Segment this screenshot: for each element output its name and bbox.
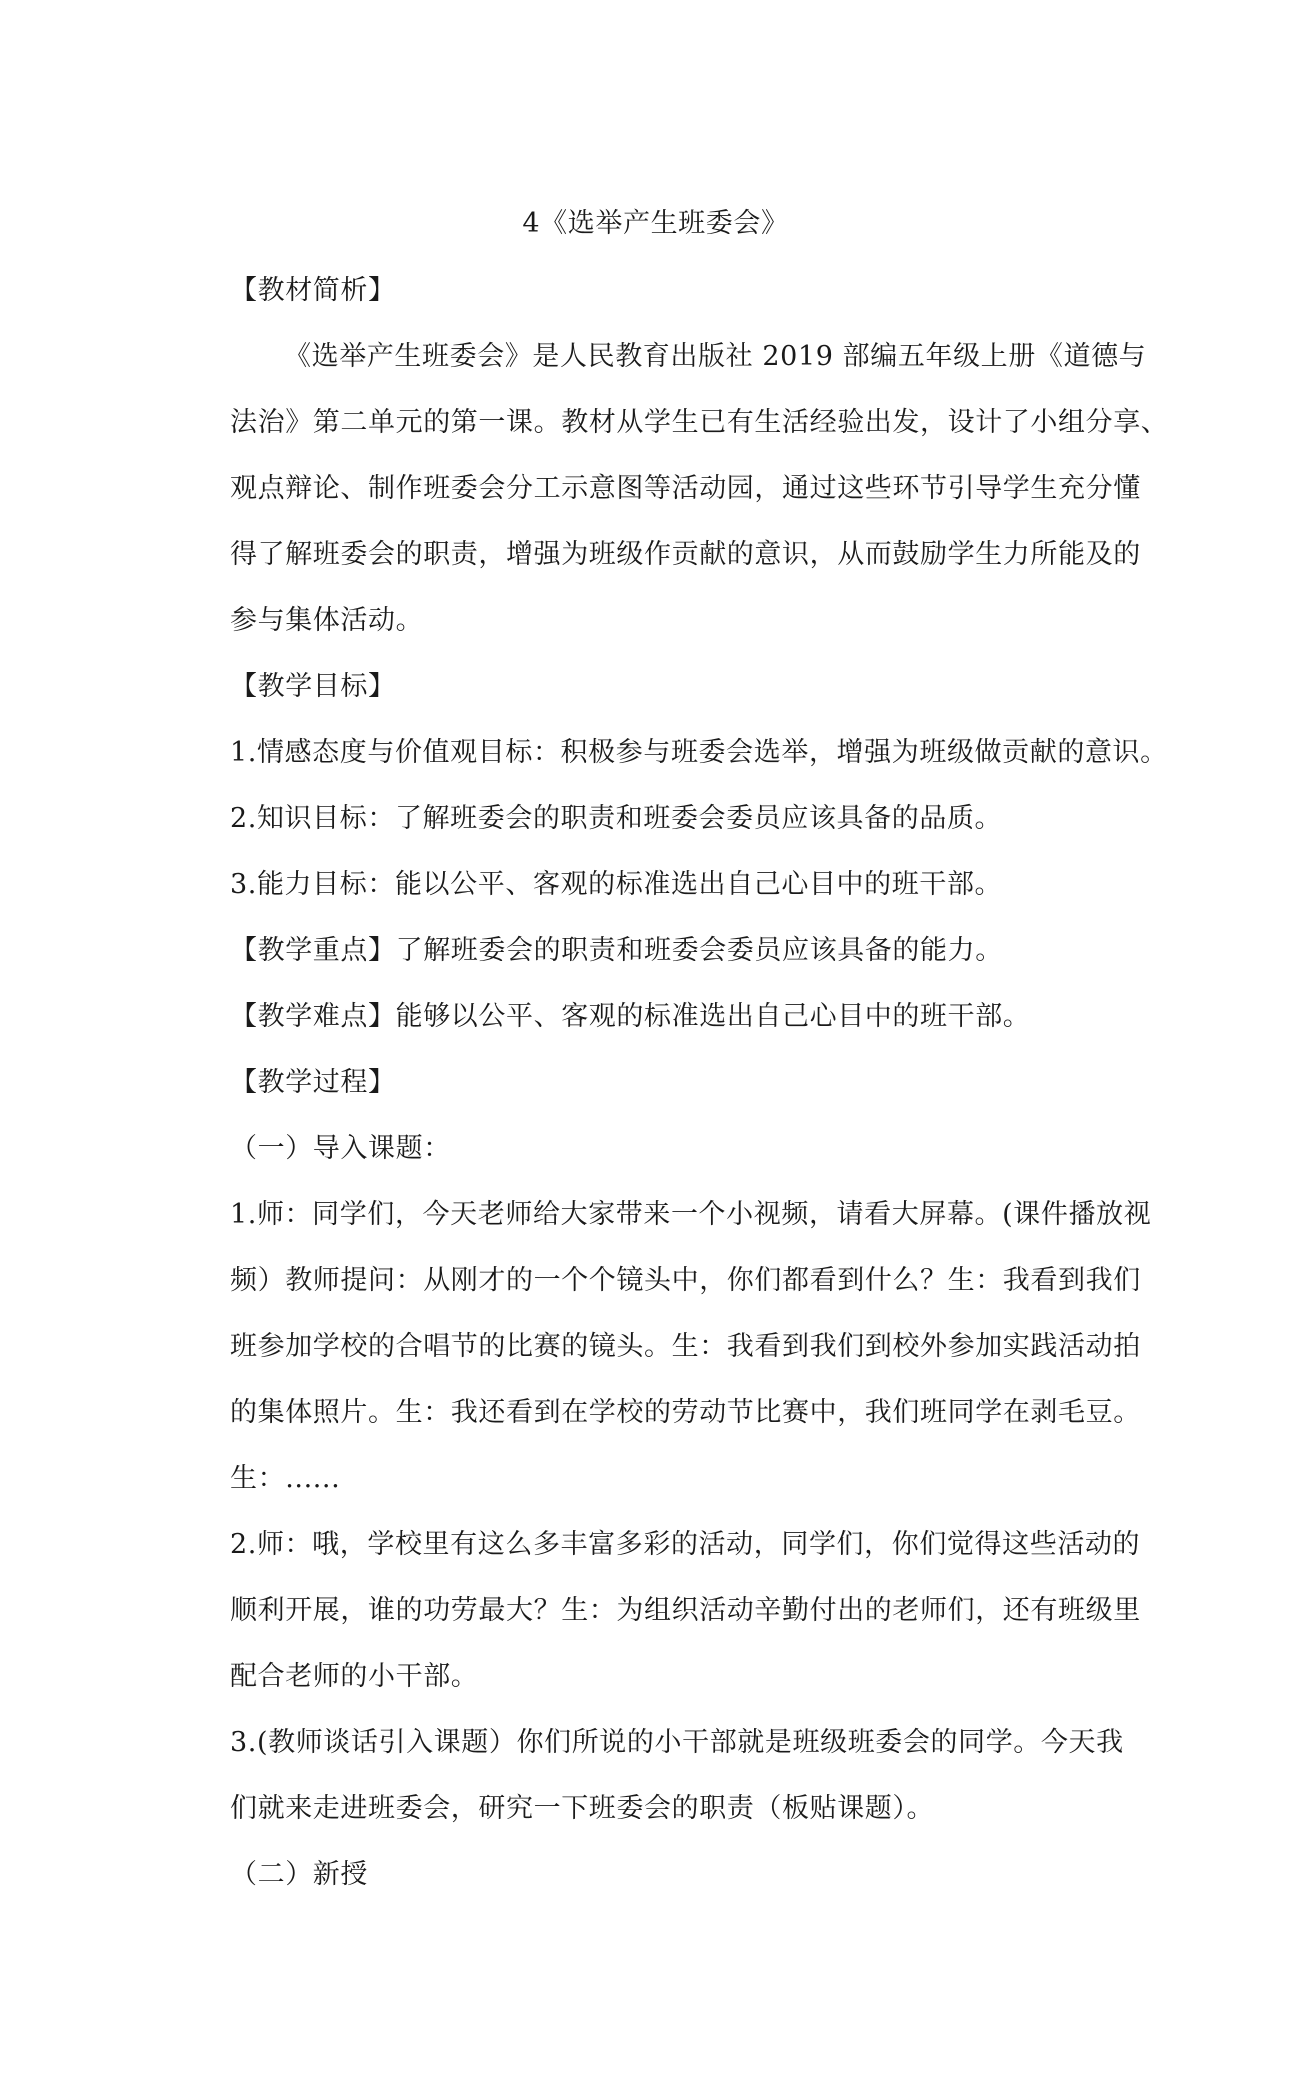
subsection-heading: （二）新授 <box>230 1859 368 1890</box>
paragraph-line: 观点辩论、制作班委会分工示意图等活动园，通过这些环节引导学生充分懂 <box>230 473 1141 504</box>
paragraph-line: 《选举产生班委会》是人民教育出版社 2019 部编五年级上册《道德与 <box>284 341 1147 372</box>
goal-item: 2.知识目标：了解班委会的职责和班委会委员应该具备的品质。 <box>230 803 1003 834</box>
paragraph-line: 2.师：哦，学校里有这么多丰富多彩的活动，同学们，你们觉得这些活动的 <box>230 1529 1141 1560</box>
paragraph-line: 班参加学校的合唱节的比赛的镜头。生：我看到我们到校外参加实践活动拍 <box>230 1331 1141 1362</box>
paragraph-line: 的集体照片。生：我还看到在学校的劳动节比赛中，我们班同学在剥毛豆。 <box>230 1397 1141 1428</box>
teaching-difficulty: 【教学难点】能够以公平、客观的标准选出自己心目中的班干部。 <box>230 1001 1031 1032</box>
document-title: 4《选举产生班委会》 <box>522 208 789 239</box>
paragraph-line: 1.师：同学们，今天老师给大家带来一个小视频，请看大屏幕。(课件播放视 <box>230 1199 1152 1230</box>
paragraph-line: 生：...... <box>230 1463 341 1494</box>
paragraph-line: 频）教师提问：从刚才的一个个镜头中，你们都看到什么？生：我看到我们 <box>230 1265 1141 1296</box>
section-heading-teaching-goals: 【教学目标】 <box>230 671 396 702</box>
subsection-heading: （一）导入课题： <box>230 1133 451 1164</box>
paragraph-line: 3.(教师谈话引入课题）你们所说的小干部就是班级班委会的同学。今天我 <box>230 1727 1124 1758</box>
paragraph-line: 配合老师的小干部。 <box>230 1661 479 1692</box>
paragraph-line: 顺利开展，谁的功劳最大？生：为组织活动辛勤付出的老师们，还有班级里 <box>230 1595 1141 1626</box>
section-heading-textbook-analysis: 【教材简析】 <box>230 275 396 306</box>
goal-item: 3.能力目标：能以公平、客观的标准选出自己心目中的班干部。 <box>230 869 1003 900</box>
paragraph-line: 法治》第二单元的第一课。教材从学生已有生活经验出发，设计了小组分享、 <box>230 407 1169 438</box>
goal-item: 1.情感态度与价值观目标：积极参与班委会选举，增强为班级做贡献的意识。 <box>230 737 1168 768</box>
paragraph-line: 参与集体活动。 <box>230 605 424 636</box>
paragraph-line: 们就来走进班委会，研究一下班委会的职责（板贴课题）。 <box>230 1793 935 1824</box>
paragraph-line: 得了解班委会的职责，增强为班级作贡献的意识，从而鼓励学生力所能及的 <box>230 539 1141 570</box>
teaching-key-point: 【教学重点】了解班委会的职责和班委会委员应该具备的能力。 <box>230 935 1003 966</box>
section-heading-teaching-process: 【教学过程】 <box>230 1067 396 1098</box>
